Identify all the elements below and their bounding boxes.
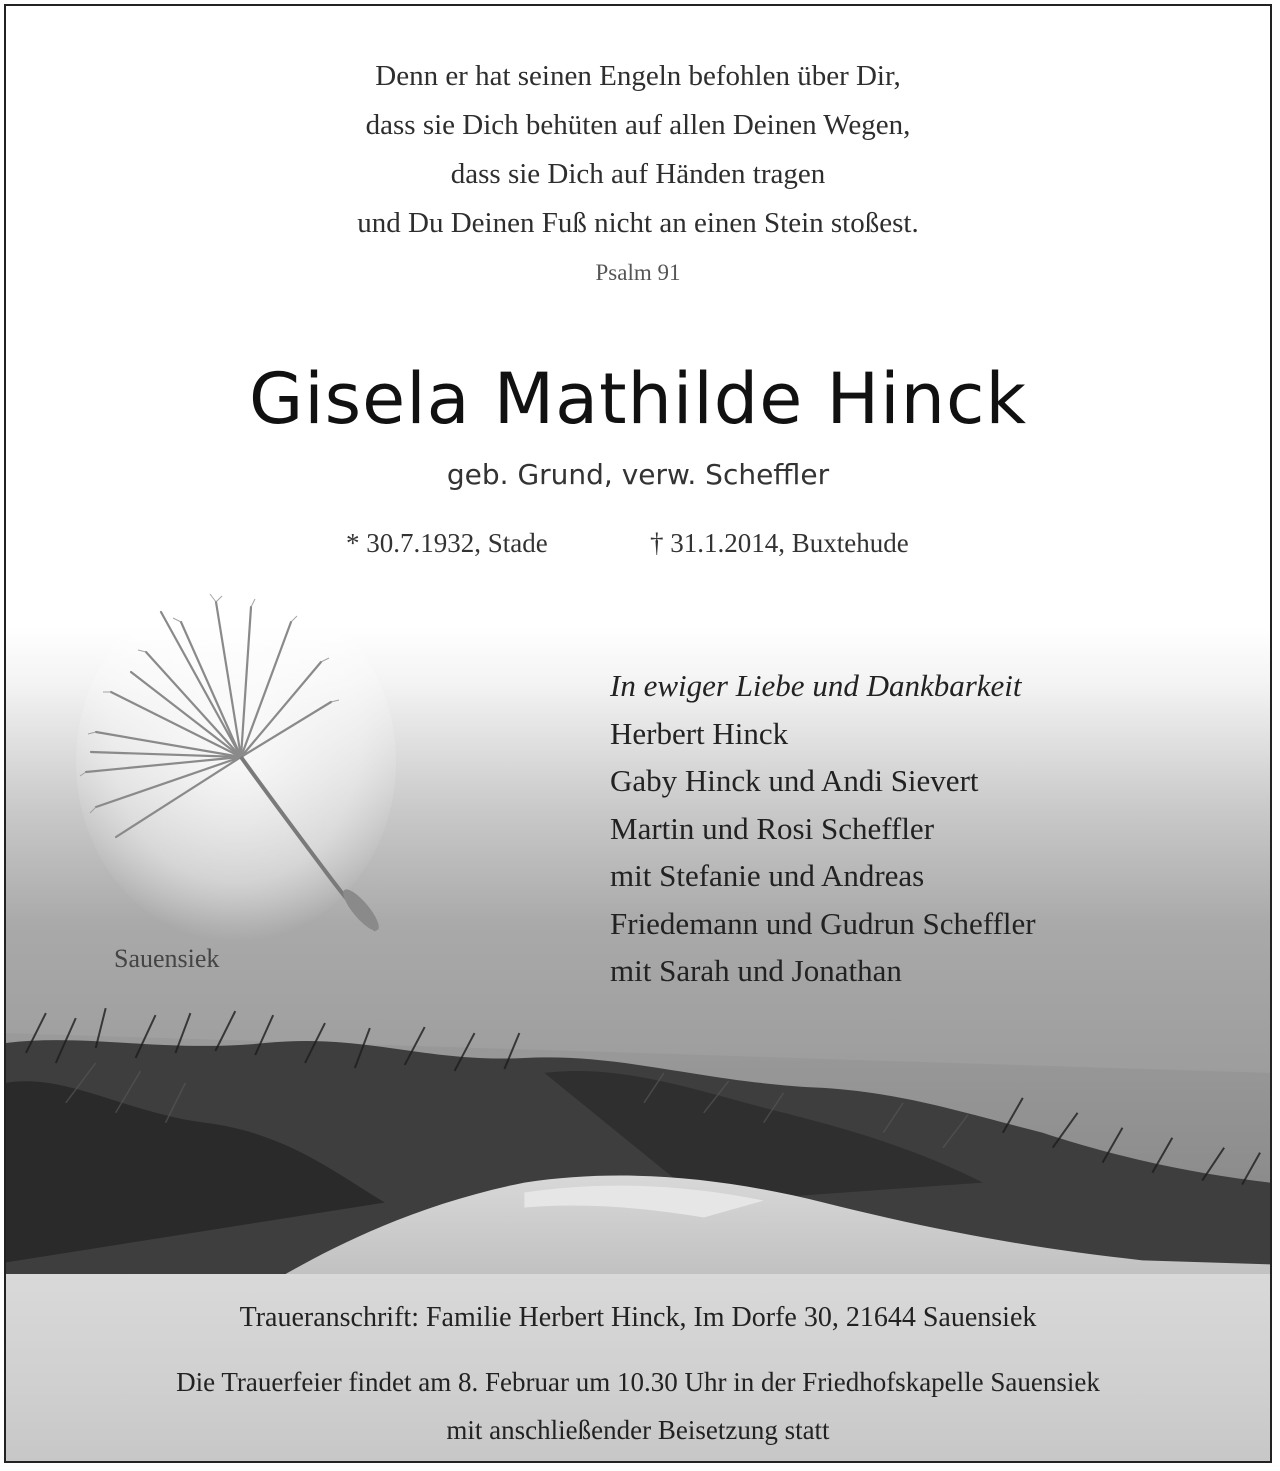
mourner-name: mit Sarah und Jonathan: [610, 953, 902, 988]
mourners-intro: In ewiger Liebe und Dankbarkeit: [610, 668, 1022, 703]
mourner-name: Martin und Rosi Scheffler: [610, 810, 935, 846]
deceased-name: Gisela Mathilde Hinck: [248, 358, 1028, 440]
ceremony-line: Die Trauerfeier findet am 8. Februar um 10.30 Uhr in der Friedhofskapelle Sauensiek: [176, 1367, 1100, 1397]
ceremony-info: [6, 1358, 1270, 1454]
death-date: † 31.1.2014, Buxtehude: [650, 528, 909, 558]
psalm-verse: [6, 52, 1270, 248]
place-label: Sauensiek: [114, 944, 220, 973]
verse-source: Psalm 91: [595, 260, 681, 285]
mourner-name: mit Stefanie und Andreas: [610, 858, 925, 893]
dandelion-seed-icon: [76, 592, 396, 942]
verse-line: Denn er hat seinen Engeln befohlen über Dir,: [375, 60, 901, 92]
mourners-list: [610, 662, 1036, 995]
mourner-name: Herbert Hinck: [610, 715, 789, 751]
ceremony-line: mit anschließender Beisetzung statt: [446, 1415, 830, 1445]
mourner-name: Friedemann und Gudrun Scheffler: [610, 905, 1036, 941]
obituary-notice: [4, 4, 1272, 1463]
maiden-name: geb. Grund, verw. Scheffler: [446, 458, 830, 491]
mourner-name: Gaby Hinck und Andi Sievert: [610, 763, 979, 798]
verse-line: dass sie Dich auf Händen tragen: [450, 158, 826, 190]
verse-line: und Du Deinen Fuß nicht an einen Stein stoßest.: [357, 207, 919, 239]
birth-date: * 30.7.1932, Stade: [346, 528, 548, 558]
mourning-address: Traueranschrift: Familie Herbert Hinck, Im Dorfe 30, 21644 Sauensiek: [239, 1302, 1037, 1333]
verse-line: dass sie Dich behüten auf allen Deinen Wegen,: [365, 109, 911, 141]
